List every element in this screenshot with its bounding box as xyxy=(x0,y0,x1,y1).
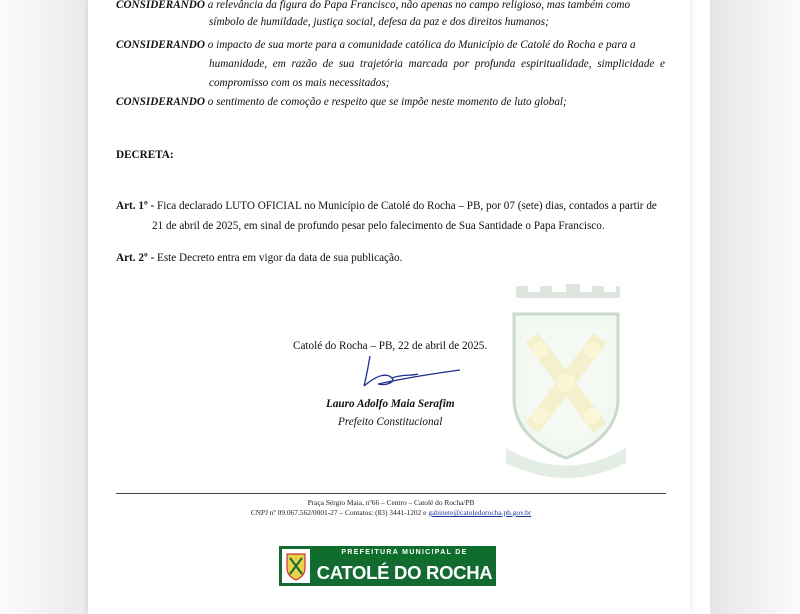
considerando-1-line-2: símbolo de humildade, justiça social, defesa da paz e dos direitos humanos; xyxy=(209,16,549,28)
considerando-text: a relevância da figura do Papa Francisco, não apenas no campo religioso, mas também como xyxy=(207,0,631,11)
considerando-2 xyxy=(116,37,636,53)
footer-contacts xyxy=(116,508,666,518)
considerando-keyword: CONSIDERANDO xyxy=(116,39,205,51)
prefeitura-logo xyxy=(279,546,496,586)
place-date: Catolé do Rocha – PB, 22 de abril de 2025. xyxy=(293,340,488,352)
left-background xyxy=(0,0,90,614)
article-text: Fica declarado LUTO OFICIAL no Município de Catolé do Rocha – PB, por 07 (sete) dias, contados a partir de xyxy=(156,200,657,212)
considerando-text: o sentimento de comoção e respeito que se impõe neste momento de luto global; xyxy=(207,96,567,108)
considerando-2-line-2: humanidade, em razão de sua trajetória marcada por profunda espiritualidade, simplicidade e xyxy=(209,58,665,70)
considerando-2-line-3: compromisso com os mais necessitados; xyxy=(209,77,390,89)
signature xyxy=(356,354,466,390)
considerando-1 xyxy=(116,0,665,13)
crest-icon xyxy=(279,546,313,586)
footer-contacts-text: CNPJ nº 09.067.562/0001-27 – Contatos: (83) 3441-1202 e xyxy=(250,508,429,517)
footer-address: Praça Sérgio Maia, nº66 – Centro – Catolé do Rocha/PB xyxy=(307,498,475,507)
considerando-keyword: CONSIDERANDO xyxy=(116,96,205,108)
footer-divider xyxy=(116,493,666,494)
considerando-keyword: CONSIDERANDO xyxy=(116,0,205,11)
decreta-heading: DECRETA: xyxy=(116,149,174,161)
article-1 xyxy=(116,198,657,214)
signatory-name: Lauro Adolfo Maia Serafim xyxy=(326,398,455,410)
logo-main-text: CATOLÉ DO ROCHA xyxy=(313,560,496,586)
right-background xyxy=(710,0,800,614)
signatory-title: Prefeito Constitucional xyxy=(338,416,443,428)
logo-top-text: PREFEITURA MUNICIPAL DE xyxy=(313,546,496,560)
article-label: Art. 2º - xyxy=(116,252,155,264)
coat-of-arms-watermark xyxy=(496,278,636,478)
considerando-text: o impacto de sua morte para a comunidade católica do Município de Catolé do Rocha e para a xyxy=(207,39,636,51)
article-2 xyxy=(116,250,402,266)
considerando-3 xyxy=(116,94,567,110)
article-label: Art. 1º - xyxy=(116,200,155,212)
email-link[interactable]: gabinete@catoledorocha.pb.gov.br xyxy=(428,508,532,517)
article-1-line-2: 21 de abril de 2025, em sinal de profundo pesar pelo falecimento de Sua Santidade o Papa Francisco. xyxy=(152,220,605,232)
article-text: Este Decreto entra em vigor da data de sua publicação. xyxy=(156,252,403,264)
